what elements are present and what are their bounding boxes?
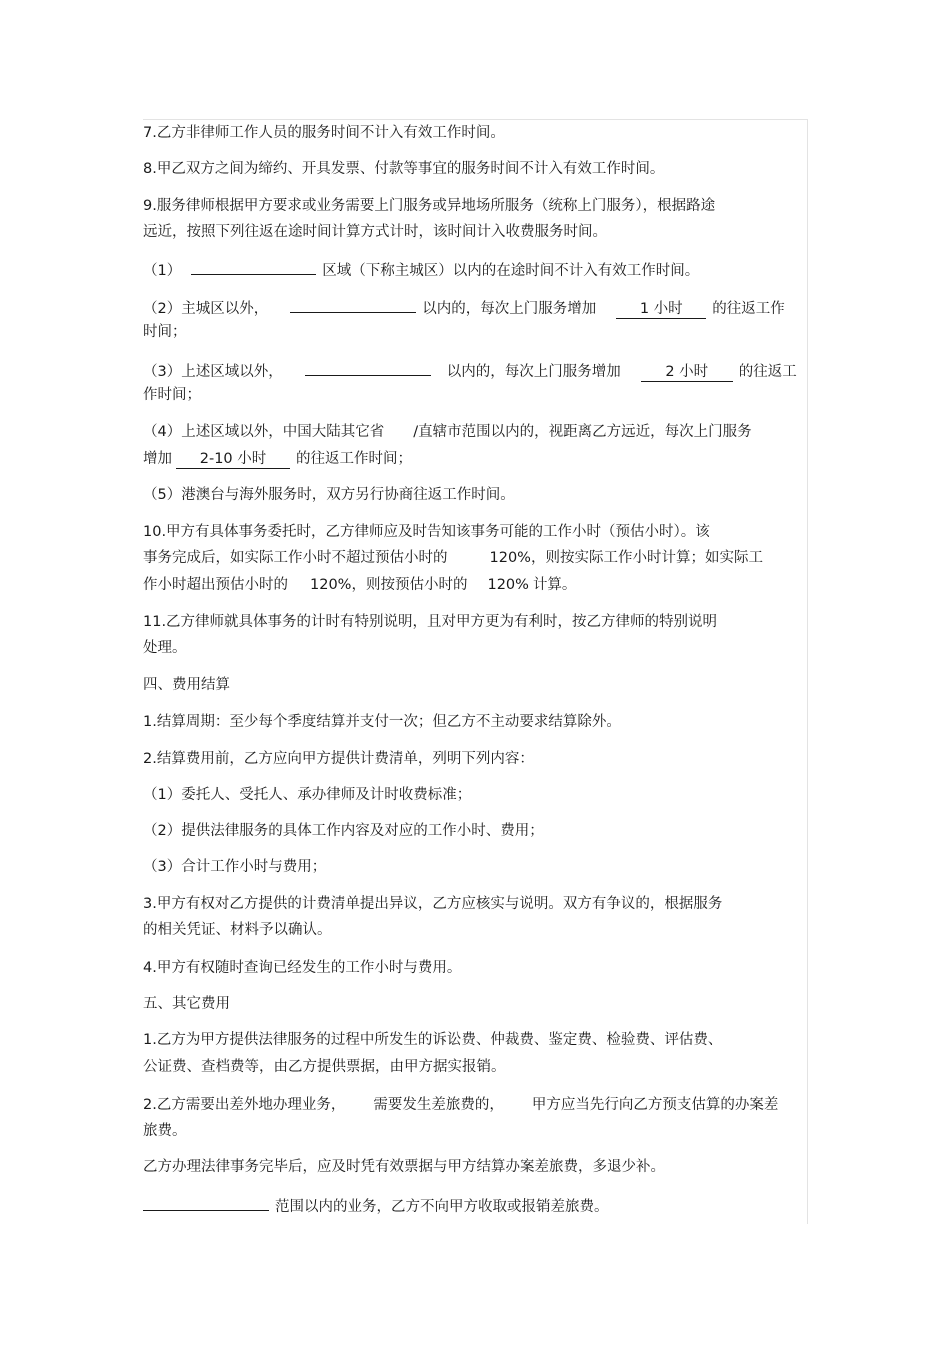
settlement-2: 2.结算费用前，乙方应向甲方提供计费清单，列明下列内容： (143, 751, 534, 767)
blank-field (305, 359, 431, 376)
blank-field (191, 258, 316, 275)
item-4-line-2: 增加 2-10 小时 的往返工作时间； (143, 451, 412, 467)
clause-7: 7.乙方非律师工作人员的服务时间不计入有效工作时间。 (143, 125, 505, 141)
item-3-line-1: （3）上述区域以外， 以内的，每次上门服务增加 2 小时 的往返工 (143, 359, 797, 382)
filled-field: 2-10 小时 (176, 450, 290, 469)
expense-2-line-1: 2.乙方需要出差外地办理业务， 需要发生差旅费的， 甲方应当先行向乙方预支估算的办案差 (143, 1097, 779, 1113)
clause-8: 8.甲乙双方之间为缔约、开具发票、付款等事宜的服务时间不计入有效工作时间。 (143, 161, 665, 177)
clause-10-line-2: 事务完成后，如实际工作小时不超过预估小时的 120%，则按实际工作小时计算；如实际工 (143, 550, 763, 566)
section-heading-4: 四、费用结算 (143, 677, 230, 693)
clause-9-line-2: 远近，按照下列往返在途时间计算方式计时，该时间计入收费服务时间。 (143, 224, 607, 240)
item-4-line-1: （4）上述区域以外，中国大陆其它省 /直辖市范围以内的，视距离乙方远近，每次上门服务 (143, 424, 752, 440)
settlement-2-item-3: （3）合计工作小时与费用； (143, 859, 327, 875)
clause-9-line-1: 9.服务律师根据甲方要求或业务需要上门服务或异地场所服务（统称上门服务），根据路途 (143, 198, 716, 214)
settlement-4: 4.甲方有权随时查询已经发生的工作小时与费用。 (143, 960, 462, 976)
item-2-line-2: 时间； (143, 324, 187, 340)
expense-2-line-2: 旅费。 (143, 1123, 187, 1139)
settlement-3-line-2: 的相关凭证、材料予以确认。 (143, 922, 332, 938)
expense-4: 范围以内的业务，乙方不向甲方收取或报销差旅费。 (143, 1194, 609, 1217)
item-2-line-1: （2）主城区以外， 以内的，每次上门服务增加 1 小时 的往返工作 (143, 296, 785, 319)
expense-3: 乙方办理法律事务完毕后，应及时凭有效票据与甲方结算办案差旅费，多退少补。 (143, 1159, 665, 1175)
clause-10-line-3: 作小时超出预估小时的 120%，则按预估小时的 120% 计算。 (143, 577, 577, 593)
blank-field (143, 1194, 269, 1211)
clause-10-line-1: 10.甲方有具体事务委托时，乙方律师应及时告知该事务可能的工作小时（预估小时）。该 (143, 524, 710, 540)
clause-11-line-2: 处理。 (143, 640, 187, 656)
filled-field: 2 小时 (641, 363, 733, 382)
expense-1-line-1: 1.乙方为甲方提供法律服务的过程中所发生的诉讼费、仲裁费、鉴定费、检验费、评估费、 (143, 1032, 723, 1048)
settlement-3-line-1: 3.甲方有权对乙方提供的计费清单提出异议，乙方应核实与说明。双方有争议的，根据服务 (143, 896, 723, 912)
filled-field: 1 小时 (616, 300, 706, 319)
clause-11-line-1: 11.乙方律师就具体事务的计时有特别说明，且对甲方更为有利时，按乙方律师的特别说明 (143, 614, 718, 630)
settlement-1: 1.结算周期：至少每个季度结算并支付一次；但乙方不主动要求结算除外。 (143, 714, 621, 730)
settlement-2-item-1: （1）委托人、受托人、承办律师及计时收费标准； (143, 787, 472, 803)
settlement-2-item-2: （2）提供法律服务的具体工作内容及对应的工作小时、费用； (143, 823, 544, 839)
section-heading-5: 五、其它费用 (143, 996, 230, 1012)
item-3-line-2: 作时间； (143, 387, 201, 403)
item-5: （5）港澳台与海外服务时，双方另行协商往返工作时间。 (143, 487, 515, 503)
blank-field (290, 296, 416, 313)
item-1: （1） 区域（下称主城区）以内的在途时间不计入有效工作时间。 (143, 258, 699, 281)
expense-1-line-2: 公证费、查档费等，由乙方提供票据，由甲方据实报销。 (143, 1059, 506, 1075)
